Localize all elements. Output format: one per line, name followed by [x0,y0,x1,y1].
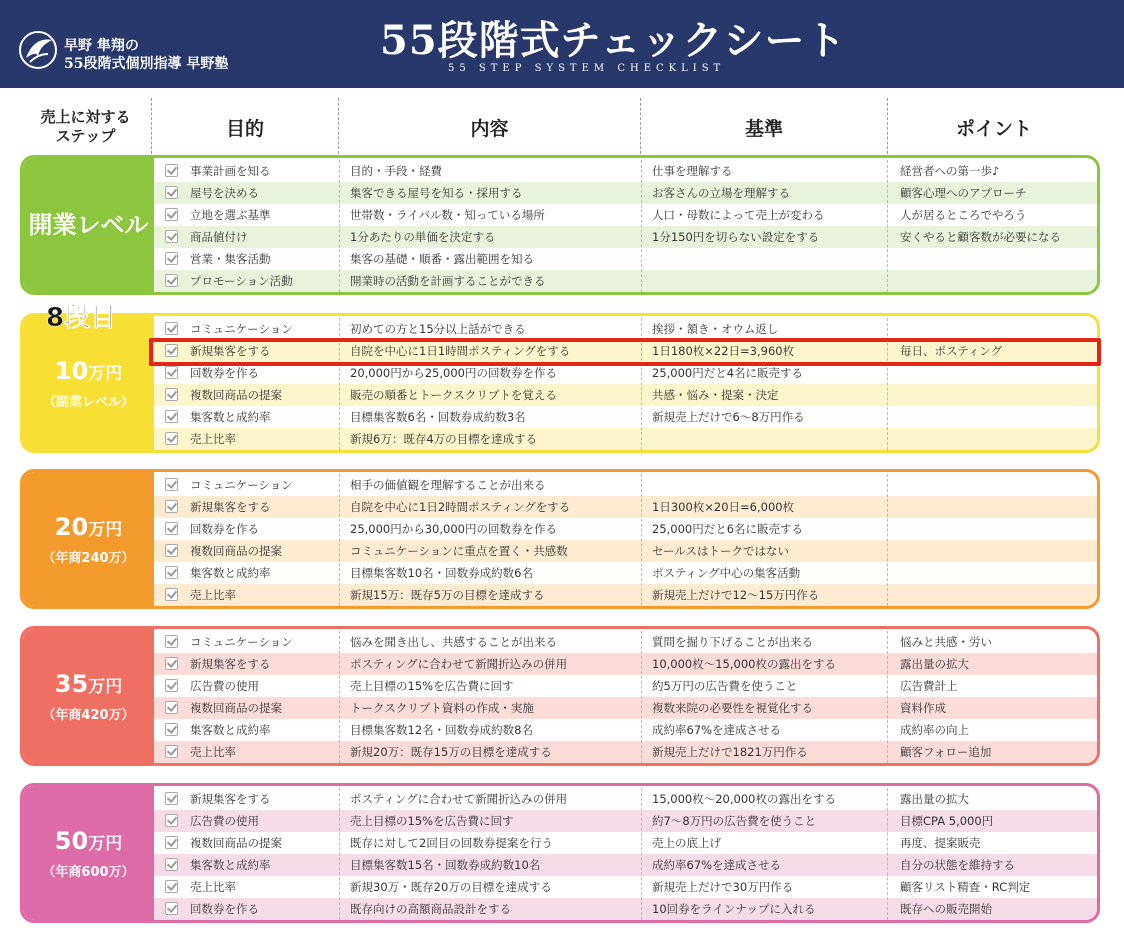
point-cell: 人が居るところでやろう [900,208,1027,222]
purpose-cell: 回数券を作る [190,902,259,916]
purpose-cell: 広告費の使用 [190,679,259,693]
column-divider [641,788,642,920]
point-cell: 露出量の拡大 [900,657,969,671]
point-cell: 既存への販売開始 [900,902,992,916]
point-cell: 毎日、ポスティング [900,344,1003,358]
level-label [23,786,154,920]
content-cell: 初めての方と15分以上話ができる [350,322,526,336]
criteria-cell [652,428,886,450]
checklist-row [154,832,1097,854]
content-cell: トークスクリプト資料の作成・実施 [350,701,534,715]
checkbox-icon[interactable] [165,566,178,579]
criteria-cell: 1分150円を切らない設定をする [652,230,820,244]
level-amount: 20万円 [54,513,123,541]
content-cell: 売上目標の15%を広告費に回す [350,814,514,828]
criteria-cell: 複数来院の必要性を視覚化する [652,701,813,715]
point-cell [900,384,1100,406]
purpose-cell: 新規集客をする [190,500,271,514]
purpose-cell: 事業計画を知る [190,164,271,178]
criteria-cell: 成約率67%を達成させる [652,858,782,872]
criteria-cell: ポスティング中心の集客活動 [652,566,801,580]
checklist-row [154,160,1097,182]
point-cell: 悩みと共感・労い [900,635,992,649]
checkbox-icon[interactable] [165,701,178,714]
point-cell: 目標CPA 5,000円 [900,814,994,828]
checklist-row [154,182,1097,204]
content-cell: 集客の基礎・順番・露出範囲を知る [350,252,534,266]
level-block [20,313,1100,453]
level-block [20,783,1100,923]
content-cell: 新規20万：既存15万の目標を達成する [350,745,552,759]
checkbox-icon[interactable] [165,478,178,491]
criteria-cell: 約5万円の広告費を使うこと [652,679,798,693]
checkbox-icon[interactable] [165,544,178,557]
column-header-point: ポイント [955,117,1032,140]
purpose-cell: 新規集客をする [190,657,271,671]
level-label [23,629,154,763]
criteria-cell [652,270,886,292]
point-cell [900,474,1100,496]
content-cell: ポスティングに合わせて新聞折込みの併用 [350,657,568,671]
level-unit: 万円 [88,364,123,384]
content-cell: 自院を中心に1日1時間ポスティングをする [350,344,571,358]
content-cell: 既存向けの高額商品設計をする [350,902,511,916]
column-header-content: 内容 [470,117,509,140]
column-divider [887,160,888,292]
checkbox-icon[interactable] [165,186,178,199]
level-label [23,158,154,292]
content-cell: 開業時の活動を計画することができる [350,274,546,288]
checkbox-icon[interactable] [165,388,178,401]
checklist-row [154,854,1097,876]
purpose-cell: プロモーション活動 [190,274,293,288]
purpose-cell: 回数券を作る [190,366,259,380]
level-subtitle: （年商420万） [42,708,135,723]
content-cell: ポスティングに合わせて新聞折込みの併用 [350,792,568,806]
purpose-cell: 集客数と成約率 [190,723,271,737]
point-cell [900,270,1100,292]
level-amount: 35万円 [54,670,123,698]
checklist-row [154,788,1097,810]
column-divider [641,474,642,606]
level-amount: 50万円 [54,827,123,855]
purpose-cell: コミュニケーション [190,322,293,336]
point-cell [900,562,1100,584]
point-cell: 資料作成 [900,701,946,715]
column-header-step [20,96,151,158]
checkbox-icon[interactable] [165,588,178,601]
checklist-row [154,562,1097,584]
checkbox-icon[interactable] [165,858,178,871]
content-cell: 新規15万：既存5万の目標を達成する [350,588,545,602]
criteria-cell: 1日180枚×22日=3,960枚 [652,344,795,358]
checklist-row [154,518,1097,540]
purpose-cell: 回数券を作る [190,522,259,536]
content-cell: 悩みを聞き出し、共感することが出来る [350,635,557,649]
point-cell: 顧客フォロー追加 [900,745,992,759]
checklist-row [154,719,1097,741]
purpose-cell: 集客数と成約率 [190,410,271,424]
criteria-cell: 約7〜8万円の広告費を使うこと [652,814,817,828]
column-divider [339,474,340,606]
criteria-cell: 新規売上だけで12〜15万円作る [652,588,820,602]
content-cell: 相手の価値観を理解することが出来る [350,478,546,492]
checklist-row [154,226,1097,248]
checklist-rows [154,788,1097,920]
criteria-cell: 新規売上だけで1821万円作る [652,745,808,759]
purpose-cell: 複数回商品の提案 [190,836,282,850]
checklist-row [154,653,1097,675]
checkbox-icon[interactable] [165,366,178,379]
column-header-step-line1: 売上に対する [40,108,131,126]
purpose-cell: 屋号を決める [190,186,259,200]
checkbox-icon[interactable] [165,164,178,177]
checklist-row [154,898,1097,920]
criteria-cell: セールスはトークではない [652,544,789,558]
purpose-cell: 新規集客をする [190,792,271,806]
purpose-cell: 複数回商品の提案 [190,388,282,402]
criteria-cell: 10回券をラインナップに入れる [652,902,816,916]
level-subtitle: （年商600万） [42,865,135,880]
checklist-row [154,248,1097,270]
purpose-cell: 売上比率 [190,880,236,894]
checkbox-icon[interactable] [165,880,178,893]
point-cell [900,540,1100,562]
content-cell: 既存に対して2回目の回数券提案を行う [350,836,553,850]
checklist-row [154,810,1097,832]
checkbox-icon[interactable] [165,500,178,513]
checkbox-icon[interactable] [165,208,178,221]
point-cell: 安くやると顧客数が必要になる [900,230,1061,244]
checklist-row [154,631,1097,653]
content-cell: 目標集客数15名・回数券成約数10名 [350,858,541,872]
phoenix-logo-icon [18,30,58,70]
level-amount: 10万円 [54,357,123,385]
content-cell: 目的・手段・経費 [350,164,442,178]
column-divider [887,474,888,606]
checklist-row [154,876,1097,898]
checklist-row [154,697,1097,719]
point-cell [900,406,1100,428]
level-amount: 開業レベル [28,211,149,239]
purpose-cell: コミュニケーション [190,635,293,649]
purpose-cell: 広告費の使用 [190,814,259,828]
point-cell: 再度、提案販売 [900,836,981,850]
content-cell: 新規30万・既存20万の目標を達成する [350,880,552,894]
criteria-cell: お客さんの立場を理解する [652,186,790,200]
checkbox-icon[interactable] [165,522,178,535]
content-cell: 目標集客数10名・回数券成約数6名 [350,566,533,580]
checklist-row [154,741,1097,763]
content-cell: 1分あたりの単価を決定する [350,230,496,244]
checklist-row [154,496,1097,518]
criteria-cell: 仕事を理解する [652,164,733,178]
checkbox-icon[interactable] [165,792,178,805]
level-unit: 万円 [88,520,123,540]
level-unit: 万円 [88,834,123,854]
checkbox-icon[interactable] [165,745,178,758]
checkbox-icon[interactable] [165,274,178,287]
level-label [23,316,154,450]
column-divider [339,160,340,292]
criteria-cell: 質問を掘り下げることが出来る [652,635,813,649]
checklist-rows [154,631,1097,763]
content-cell: 集客できる屋号を知る・採用する [350,186,523,200]
header-bar [0,0,1124,88]
checklist-row [154,540,1097,562]
criteria-cell: 1日300枚×20日=6,000枚 [652,500,795,514]
column-divider [641,631,642,763]
point-cell [900,584,1100,606]
column-divider [887,788,888,920]
content-cell: コミュニケーションに重点を置く・共感数 [350,544,568,558]
point-cell: 広告費計上 [900,679,958,693]
purpose-cell: 複数回商品の提案 [190,701,282,715]
point-cell [900,248,1100,270]
highlight-box [149,338,1101,366]
column-divider [887,631,888,763]
point-cell: 顧客リスト精査・RC判定 [900,880,1031,894]
purpose-cell: 商品値付け [190,230,248,244]
content-cell: 売上目標の15%を広告費に回す [350,679,514,693]
criteria-cell: 10,000枚〜15,000枚の露出をする [652,657,836,671]
logo-text-line1: 早野 隼翔の [64,38,139,54]
purpose-cell: 集客数と成約率 [190,566,271,580]
content-cell: 目標集客数12名・回数券成約数8名 [350,723,533,737]
purpose-cell: 立地を選ぶ基準 [190,208,271,222]
checkbox-icon[interactable] [165,679,178,692]
content-cell: 新規6万：既存4万の目標を達成する [350,432,538,446]
checklist-row [154,406,1097,428]
purpose-cell: 営業・集客活動 [190,252,271,266]
checkbox-icon[interactable] [165,814,178,827]
page-subtitle: 55 STEP SYSTEM CHECKLIST [448,63,726,74]
checkbox-icon[interactable] [165,322,178,335]
criteria-cell: 新規売上だけで30万円作る [652,880,794,894]
point-cell: 経営者への第一歩♪ [900,164,1000,178]
column-divider [339,788,340,920]
checklist-row [154,584,1097,606]
page-title: 55段階式チェックシート [380,17,847,64]
checklist-row [154,675,1097,697]
checklist-row [154,428,1097,450]
purpose-cell: コミュニケーション [190,478,293,492]
column-header-purpose: 目的 [225,117,264,140]
content-cell: 25,000円から30,000円の回数券を作る [350,522,557,536]
checkbox-icon[interactable] [165,723,178,736]
criteria-cell: 成約率67%を達成させる [652,723,782,737]
checkbox-icon[interactable] [165,836,178,849]
criteria-cell: 人口・母数によって売上が変わる [652,208,825,222]
logo-text-line2: 55段階式個別指導 早野塾 [64,56,229,72]
checklist-rows [154,160,1097,292]
column-header-criteria: 基準 [744,117,783,140]
step-marker: 8段目 [46,303,117,333]
level-label [23,472,154,606]
content-cell: 20,000円から25,000円の回数券を作る [350,366,557,380]
checkbox-icon[interactable] [165,432,178,445]
purpose-cell: 集客数と成約率 [190,858,271,872]
level-subtitle: （副業レベル） [42,395,134,410]
column-divider [339,631,340,763]
checklist-rows [154,474,1097,606]
criteria-cell: 売上の底上げ [652,836,721,850]
criteria-cell: 25,000円だと6名に販売する [652,522,804,536]
checkbox-icon[interactable] [165,252,178,265]
point-cell [900,496,1100,518]
criteria-cell [652,248,886,270]
content-cell: 販売の順番とトークスクリプトを覚える [350,388,557,402]
level-block [20,626,1100,766]
criteria-cell: 15,000枚〜20,000枚の露出をする [652,792,836,806]
content-cell: 目標集客数6名・回数券成約数3名 [350,410,526,424]
point-cell [900,318,1100,340]
point-cell [900,518,1100,540]
checkbox-icon[interactable] [165,902,178,915]
level-unit: 万円 [88,677,123,697]
criteria-cell: 挨拶・頷き・オウム返し [652,322,779,336]
point-cell [900,428,1100,450]
level-block [20,469,1100,609]
purpose-cell: 複数回商品の提案 [190,544,282,558]
point-cell: 自分の状態を維持する [900,858,1015,872]
checklist-row [154,204,1097,226]
checkbox-icon[interactable] [165,635,178,648]
purpose-cell: 売上比率 [190,432,236,446]
criteria-cell [652,474,886,496]
checklist-row [154,270,1097,292]
checkbox-icon[interactable] [165,657,178,670]
point-cell: 顧客心理へのアプローチ [900,186,1027,200]
purpose-cell: 売上比率 [190,745,236,759]
level-block [20,155,1100,295]
level-subtitle: （年商240万） [42,551,135,566]
content-cell: 世帯数・ライバル数・知っている場所 [350,208,545,222]
checklist-row [154,474,1097,496]
point-cell: 露出量の拡大 [900,792,969,806]
column-header-step-line2: ステップ [55,127,116,145]
content-cell: 自院を中心に1日2時間ポスティングをする [350,500,571,514]
point-cell: 成約率の向上 [900,723,969,737]
column-divider [641,160,642,292]
checklist-row [154,318,1097,340]
purpose-cell: 新規集客をする [190,344,271,358]
criteria-cell: 25,000円だと4名に販売する [652,366,804,380]
criteria-cell: 新規売上だけで6〜8万円作る [652,410,805,424]
criteria-cell: 共感・悩み・提案・決定 [652,388,779,402]
purpose-cell: 売上比率 [190,588,236,602]
checklist-row [154,384,1097,406]
checkbox-icon[interactable] [165,410,178,423]
checkbox-icon[interactable] [165,230,178,243]
